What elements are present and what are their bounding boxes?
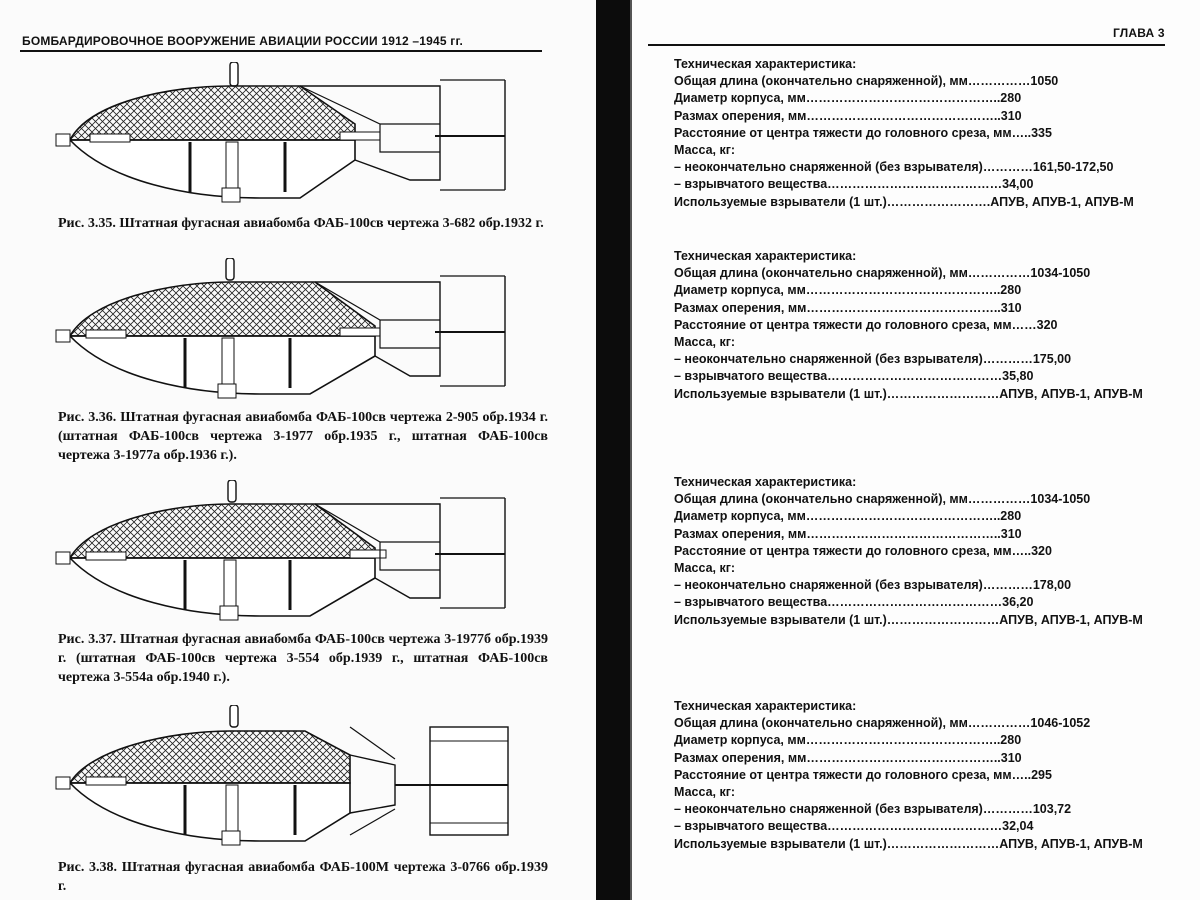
- spec-line: Используемые взрыватели (1 шт.)………………………АПУВ, АПУВ-1, АПУВ-М: [674, 386, 1143, 401]
- right-header-rule: [648, 44, 1165, 46]
- spec-line: Используемые взрыватели (1 шт.)………………………АПУВ, АПУВ-1, АПУВ-М: [674, 612, 1143, 627]
- spec-line: Масса, кг:: [674, 785, 736, 800]
- spec-line: Общая длина (окончательно снаряженной), мм……………1050: [674, 74, 1059, 89]
- figure-caption-3-38: Рис. 3.38. Штатная фугасная авиабомба ФАБ-100М чертежа 3-0766 обр.1939 г.: [58, 860, 548, 894]
- spec-line: Техническая характеристика:: [674, 57, 857, 71]
- spec-line: – взрывчатого вещества……………………………………32,04: [674, 819, 1034, 834]
- spec-line: Диаметр корпуса, мм………………………………………..280: [674, 283, 1022, 298]
- spec-line: – взрывчатого вещества……………………………………36,20: [674, 595, 1034, 610]
- spec-block-2: [674, 248, 1174, 403]
- spec-line: – неокончательно снаряженной (без взрывателя)…………175,00: [674, 352, 1072, 367]
- spec-line: Размах оперения, мм………………………………………..310: [674, 750, 1022, 765]
- spec-line: Техническая характеристика:: [674, 475, 857, 489]
- spec-line: Расстояние от центра тяжести до головного среза, мм……320: [674, 317, 1058, 332]
- book-spine: [596, 0, 632, 900]
- left-running-head: БОМБАРДИРОВОЧНОЕ ВООРУЖЕНИЕ АВИАЦИИ РОССИИ 1912 –1945 гг.: [22, 34, 464, 48]
- spec-line: Диаметр корпуса, мм………………………………………..280: [674, 91, 1022, 106]
- figure-caption-3-37: Рис. 3.37. Штатная фугасная авиабомба ФАБ-100св чертежа 3-1977б обр.1939 г. (штатная ФАБ-100св чертежа 3-554 обр.1939 г., штатная ФАБ-100св чертежа 3-554а обр.1940 г.).: [58, 632, 548, 685]
- bomb-drawing-fig-3-36: [50, 258, 520, 408]
- spec-line: Техническая характеристика:: [674, 249, 857, 263]
- spec-line: Масса, кг:: [674, 143, 736, 158]
- left-header-rule: [20, 50, 542, 52]
- spec-block-4: [674, 698, 1174, 853]
- spec-line: Размах оперения, мм………………………………………..310: [674, 526, 1022, 541]
- bomb-drawing-fig-3-35: [50, 62, 520, 212]
- figure-caption-3-35: Рис. 3.35. Штатная фугасная авиабомба ФАБ-100св чертежа 3-682 обр.1932 г.: [58, 216, 544, 231]
- spec-block-1: [674, 56, 1174, 211]
- spec-line: Диаметр корпуса, мм………………………………………..280: [674, 509, 1022, 524]
- spec-line: Используемые взрыватели (1 шт.)…………………….АПУВ, АПУВ-1, АПУВ-М: [674, 194, 1134, 209]
- spec-line: – неокончательно снаряженной (без взрывателя)…………103,72: [674, 802, 1072, 817]
- spec-line: – неокончательно снаряженной (без взрывателя)…………161,50-172,50: [674, 160, 1114, 175]
- right-running-head: ГЛАВА 3: [1113, 26, 1165, 40]
- bomb-drawing-fig-3-37: [50, 480, 520, 630]
- spec-line: Техническая характеристика:: [674, 699, 857, 713]
- spec-line: – неокончательно снаряженной (без взрывателя)…………178,00: [674, 578, 1072, 593]
- spec-line: – взрывчатого вещества……………………………………34,00: [674, 177, 1034, 192]
- spec-line: Общая длина (окончательно снаряженной), мм……………1046-1052: [674, 716, 1091, 731]
- spec-line: – взрывчатого вещества……………………………………35,80: [674, 369, 1034, 384]
- spec-line: Размах оперения, мм………………………………………..310: [674, 108, 1022, 123]
- spec-line: Масса, кг:: [674, 561, 736, 576]
- spec-line: Общая длина (окончательно снаряженной), мм……………1034-1050: [674, 266, 1091, 281]
- spec-line: Размах оперения, мм………………………………………..310: [674, 300, 1022, 315]
- spec-line: Масса, кг:: [674, 335, 736, 350]
- bomb-drawing-fig-3-38: [50, 705, 520, 855]
- spec-line: Используемые взрыватели (1 шт.)………………………АПУВ, АПУВ-1, АПУВ-М: [674, 836, 1143, 851]
- spec-line: Расстояние от центра тяжести до головного среза, мм…..295: [674, 767, 1052, 782]
- spec-line: Расстояние от центра тяжести до головного среза, мм…..335: [674, 125, 1052, 140]
- figure-caption-3-36: Рис. 3.36. Штатная фугасная авиабомба ФАБ-100св чертежа 2-905 обр.1934 г. (штатная ФАБ-100св чертежа 3-1977 обр.1935 г., штатная ФАБ-100св чертежа 3-1977а обр.1936 г.).: [58, 410, 548, 463]
- spec-line: Расстояние от центра тяжести до головного среза, мм…..320: [674, 543, 1052, 558]
- spec-line: Диаметр корпуса, мм………………………………………..280: [674, 733, 1022, 748]
- spec-line: Общая длина (окончательно снаряженной), мм……………1034-1050: [674, 492, 1091, 507]
- spec-block-3: [674, 474, 1174, 629]
